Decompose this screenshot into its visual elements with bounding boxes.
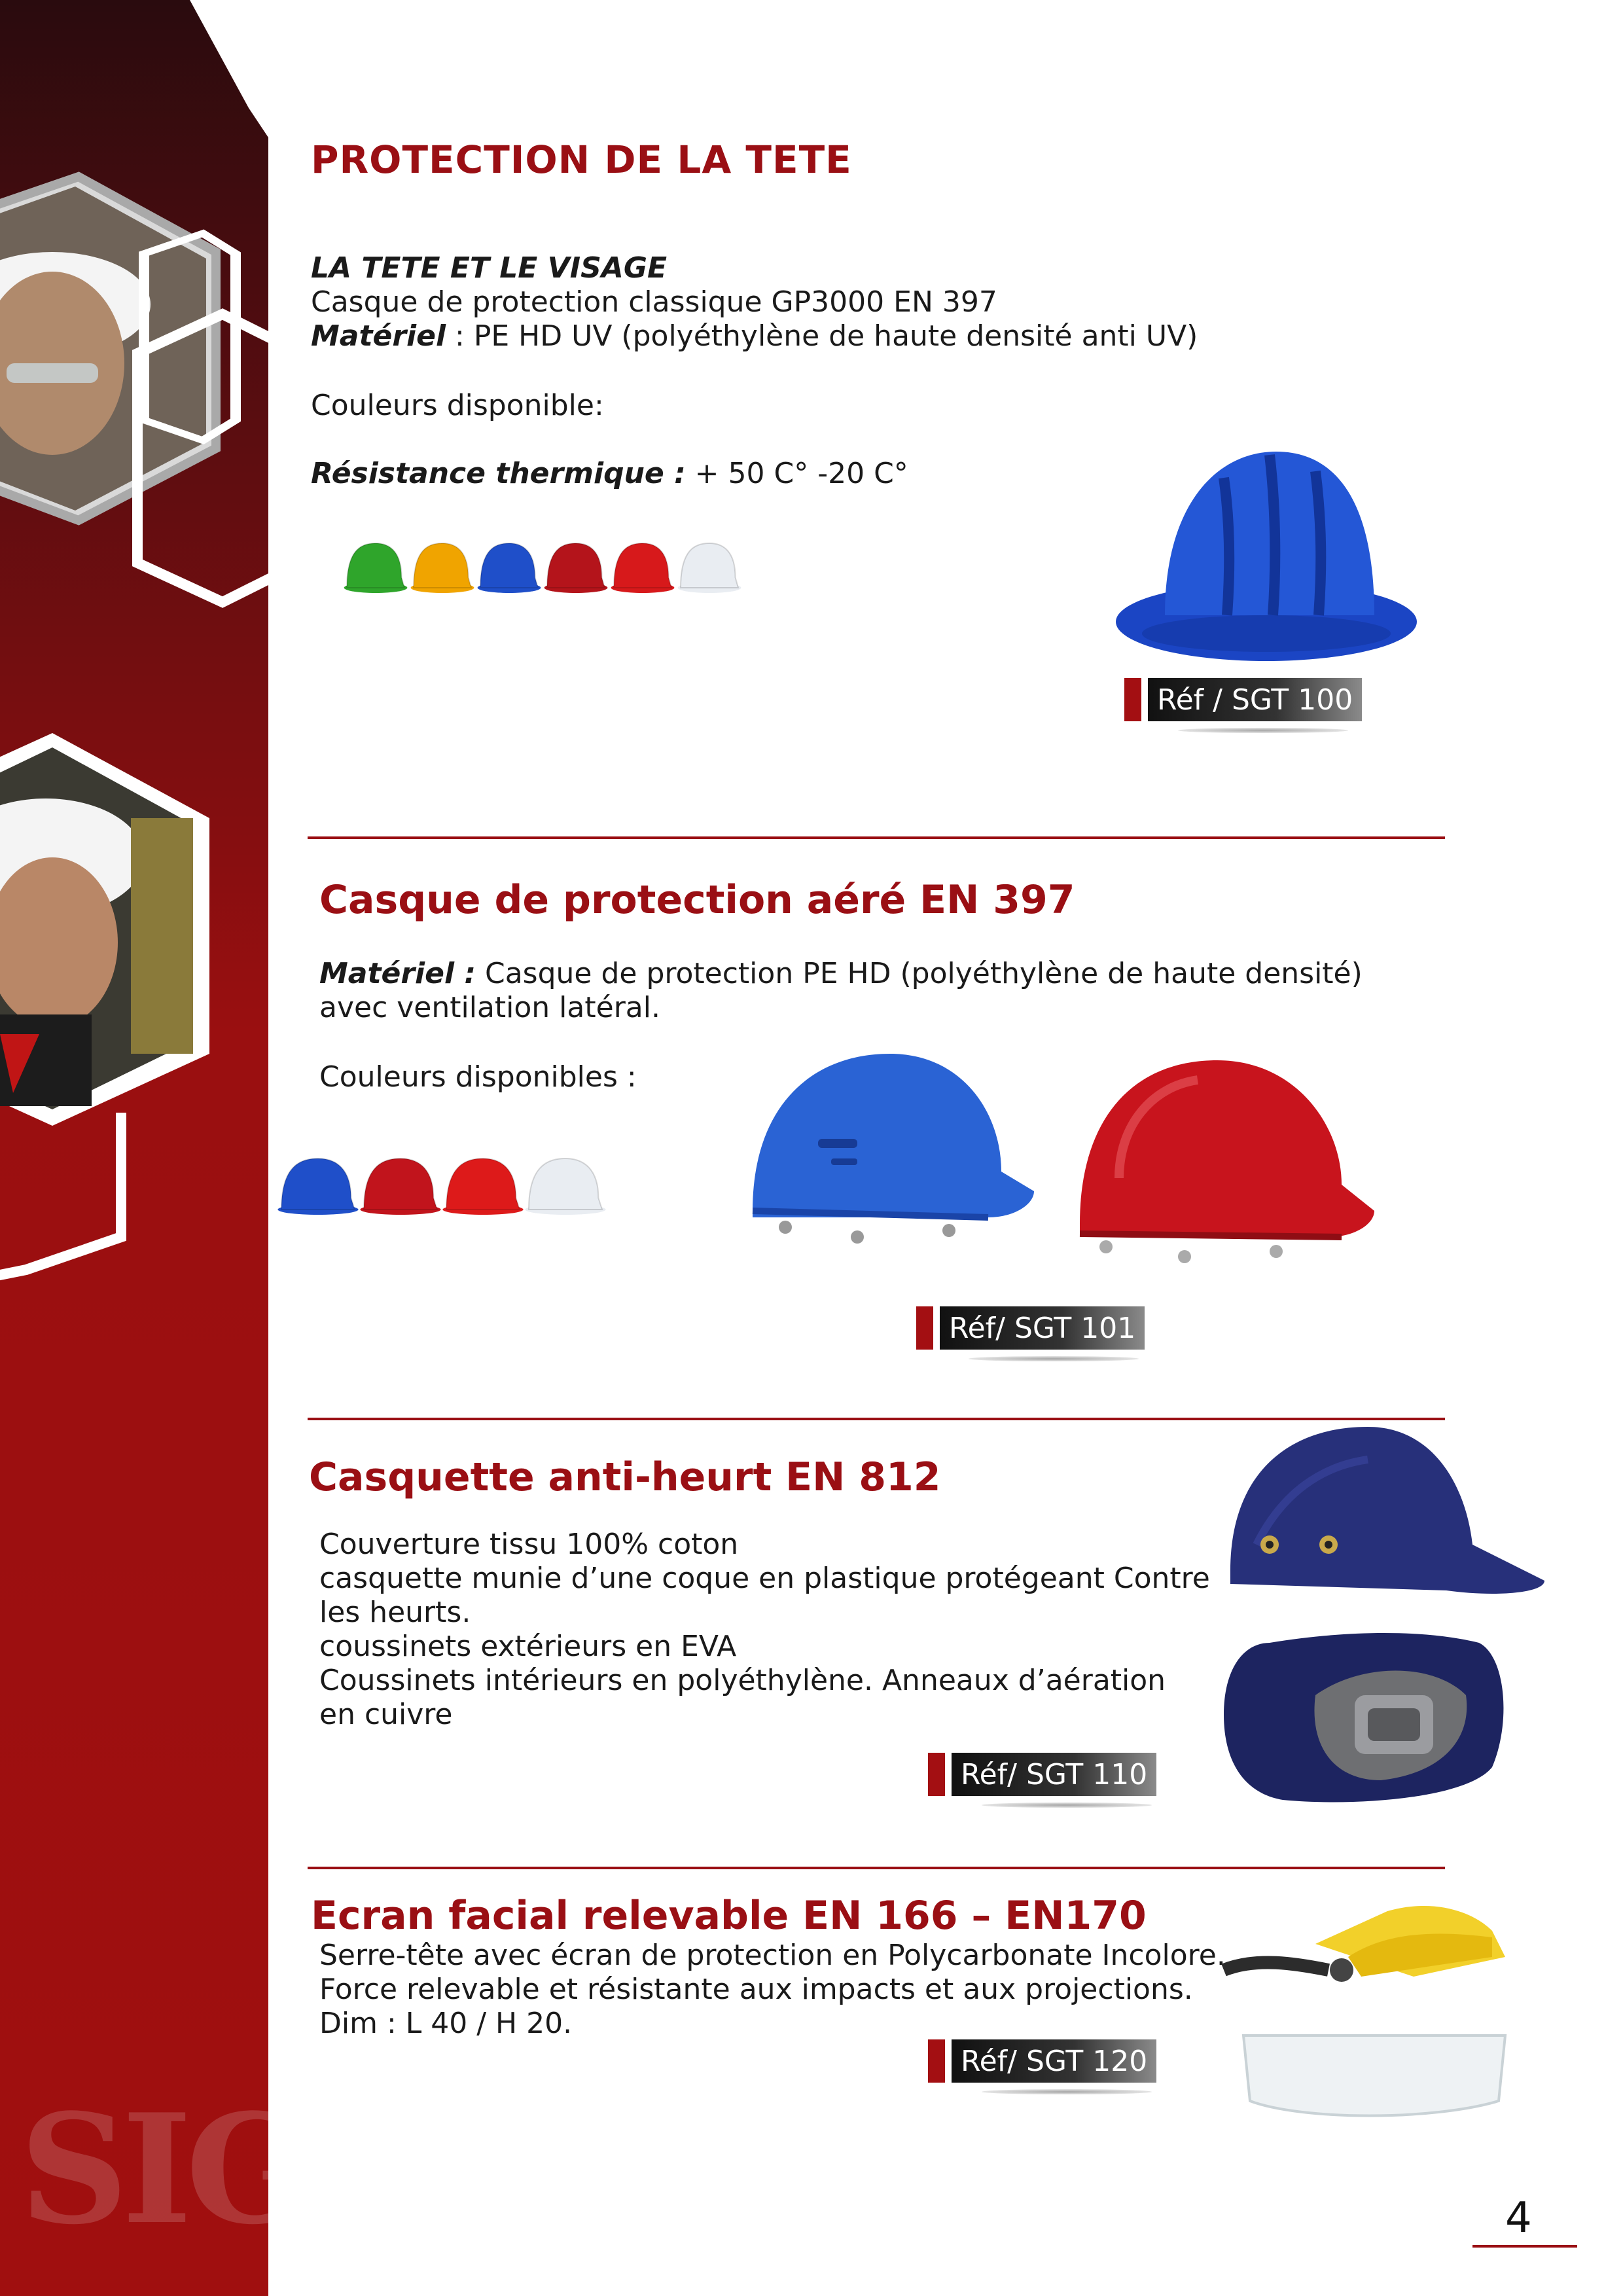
material-text: Casque de protection PE HD (polyéthylène de haute densité) <box>475 957 1363 990</box>
section3-line-1: Couverture tissu 100% coton <box>319 1528 739 1561</box>
section3-line-3: les heurts. <box>319 1596 471 1629</box>
sidebar-notch <box>0 0 268 137</box>
ref-label: Réf/ SGT 120 <box>952 2039 1156 2083</box>
classic-helmet-image <box>1113 425 1420 668</box>
color-swatch-helmet <box>442 1158 523 1215</box>
section2-title: Casque de protection aéré EN 397 <box>319 877 1075 923</box>
vented-helmet-blue-image <box>726 1041 1041 1263</box>
thermal-values: + 50 C° -20 C° <box>685 457 908 490</box>
color-swatch-helmet <box>611 543 675 593</box>
section4-ref <box>928 2039 1156 2083</box>
section4-line-3: Dim : L 40 / H 20. <box>319 2007 573 2040</box>
material-label: Matériel : <box>319 957 476 990</box>
section3-line-2: casquette munie d’une coque en plastique protégeant Contre <box>319 1562 1210 1595</box>
section4-line-2: Force relevable et résistante aux impacts et aux projections. <box>319 1973 1193 2006</box>
section1-thermal <box>311 457 908 491</box>
section3-title: Casquette anti-heurt EN 812 <box>309 1454 941 1500</box>
section4-line-1: Serre-tête avec écran de protection en Polycarbonate Incolore. <box>319 1939 1226 1972</box>
section3-line-4: coussinets extérieurs en EVA <box>319 1630 737 1663</box>
thermal-label: Résistance thermique : <box>311 457 686 490</box>
hexagon-outline-1 <box>111 301 288 615</box>
color-swatch-helmet <box>678 543 741 593</box>
section4-title: Ecran facial relevable EN 166 – EN170 <box>311 1893 1147 1939</box>
section2-color-swatches <box>275 1152 615 1224</box>
face-shield-image <box>1217 1885 1525 2134</box>
page-number: 4 <box>1505 2194 1532 2242</box>
ref-label: Réf/ SGT 110 <box>952 1753 1156 1796</box>
ref-shadow <box>982 2089 1152 2094</box>
section1-colors-label: Couleurs disponible: <box>311 389 604 422</box>
color-swatch-helmet <box>344 543 408 593</box>
color-swatch-helmet <box>411 543 474 593</box>
ref-shadow <box>982 1803 1152 1808</box>
color-swatch-helmet <box>525 1158 605 1215</box>
page-number-underline <box>1472 2245 1577 2248</box>
hexagon-outline-2 <box>0 1073 137 1289</box>
section1-color-swatches <box>340 537 746 602</box>
section1-ref <box>1124 678 1362 721</box>
color-swatch-helmet <box>360 1158 440 1215</box>
ref-shadow <box>1178 728 1348 733</box>
ref-accent-bar <box>928 2039 945 2083</box>
ref-label: Réf/ SGT 101 <box>940 1306 1145 1350</box>
section1-subtitle: LA TETE ET LE VISAGE <box>311 251 668 285</box>
ref-accent-bar <box>916 1306 933 1350</box>
section2-colors-label: Couleurs disponibles : <box>319 1060 637 1094</box>
material-text: : PE HD UV (polyéthylène de haute densité anti UV) <box>446 319 1198 353</box>
bump-cap-inner-image <box>1217 1617 1518 1813</box>
color-swatch-helmet <box>544 543 608 593</box>
vented-helmet-red-image <box>1067 1047 1381 1283</box>
section2-ref <box>916 1306 1145 1350</box>
page-title: PROTECTION DE LA TETE <box>311 137 852 182</box>
worker-photo-hexagon-2 <box>0 726 223 1132</box>
color-swatch-helmet <box>277 1158 358 1215</box>
section1-material <box>311 319 1198 353</box>
material-label: Matériel <box>311 319 446 353</box>
section1-product-line: Casque de protection classique GP3000 EN 397 <box>311 285 997 319</box>
ref-label: Réf / SGT 100 <box>1148 678 1362 721</box>
section2-material <box>319 957 1363 991</box>
ref-accent-bar <box>1124 678 1141 721</box>
sig-logo: SIG <box>20 2081 308 2258</box>
color-swatch-helmet <box>478 543 541 593</box>
section3-line-5: Coussinets intérieurs en polyéthylène. Anneaux d’aération <box>319 1664 1166 1697</box>
ref-accent-bar <box>928 1753 945 1796</box>
divider-1 <box>308 836 1445 839</box>
divider-3 <box>308 1867 1445 1869</box>
bump-cap-outer-image <box>1217 1414 1558 1610</box>
section2-material-line2: avec ventilation latéral. <box>319 991 660 1024</box>
section3-line-6: en cuivre <box>319 1698 453 1731</box>
ref-shadow <box>969 1356 1139 1361</box>
section3-ref <box>928 1753 1156 1796</box>
